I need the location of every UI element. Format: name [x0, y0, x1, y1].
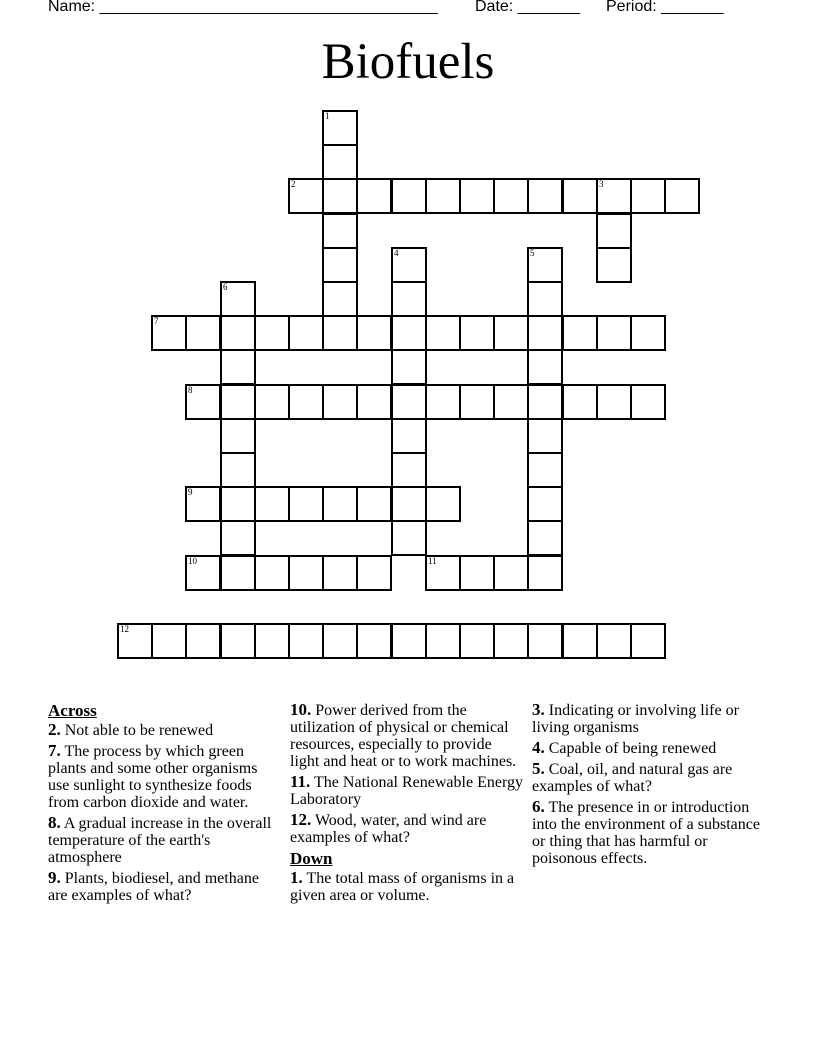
crossword-cell[interactable] [527, 555, 563, 591]
crossword-cell[interactable] [322, 213, 358, 249]
clue-across-11 [290, 773, 524, 808]
crossword-cell[interactable] [596, 623, 632, 659]
crossword-cell[interactable] [459, 623, 495, 659]
crossword-cell[interactable] [185, 384, 221, 420]
crossword-cell[interactable] [527, 384, 563, 420]
crossword-cell[interactable] [288, 315, 324, 351]
crossword-cell[interactable] [391, 349, 427, 385]
crossword-cell[interactable] [425, 315, 461, 351]
clue-number: 2. [48, 720, 61, 739]
crossword-cell[interactable] [459, 555, 495, 591]
crossword-cell[interactable] [220, 520, 256, 556]
crossword-cell[interactable] [391, 178, 427, 214]
clues-column-2 [290, 701, 524, 907]
crossword-cell[interactable] [185, 623, 221, 659]
crossword-cell[interactable] [596, 178, 632, 214]
across-heading: Across [48, 701, 97, 720]
crossword-cell[interactable] [527, 349, 563, 385]
crossword-cell[interactable] [562, 315, 598, 351]
crossword-cell[interactable] [117, 623, 153, 659]
clue-down-1 [290, 869, 524, 904]
crossword-cell[interactable] [425, 486, 461, 522]
crossword-cell[interactable] [322, 315, 358, 351]
crossword-cell[interactable] [391, 247, 427, 283]
crossword-cell[interactable] [356, 555, 392, 591]
crossword-cell[interactable] [288, 623, 324, 659]
crossword-cell[interactable] [288, 486, 324, 522]
crossword-cell[interactable] [322, 486, 358, 522]
crossword-cell[interactable] [425, 384, 461, 420]
clue-text: The presence in or introduction into the environment of a substance or thing that has harmful or poisonous effects. [532, 799, 760, 867]
clue-down-4 [532, 739, 772, 757]
crossword-cell[interactable] [322, 555, 358, 591]
crossword-cell[interactable] [322, 110, 358, 146]
clue-number-label: 8 [188, 385, 193, 395]
crossword-cell[interactable] [220, 418, 256, 454]
crossword-cell[interactable] [220, 623, 256, 659]
clue-text: A gradual increase in the overall temperature of the earth's atmosphere [48, 815, 272, 866]
crossword-cell[interactable] [220, 384, 256, 420]
crossword-cell[interactable] [220, 315, 256, 351]
crossword-cell[interactable] [322, 178, 358, 214]
clue-number: 8. [48, 813, 61, 832]
clue-text: The process by which green plants and some other organisms use sunlight to synthesize foods from carbon dioxide and water. [48, 743, 258, 811]
crossword-cell[interactable] [391, 452, 427, 488]
crossword-cell[interactable] [459, 384, 495, 420]
crossword-cell[interactable] [493, 178, 529, 214]
clues-column-1 [48, 701, 280, 907]
clue-across-2 [48, 721, 280, 739]
crossword-cell[interactable] [322, 623, 358, 659]
crossword-cell[interactable] [493, 315, 529, 351]
crossword-cell[interactable] [596, 247, 632, 283]
crossword-cell[interactable] [596, 213, 632, 249]
page-title: Biofuels [321, 34, 495, 90]
crossword-cell[interactable] [664, 178, 700, 214]
crossword-cell[interactable] [562, 178, 598, 214]
crossword-cell[interactable] [220, 452, 256, 488]
clue-number-label: 3 [599, 179, 604, 189]
crossword-cell[interactable] [493, 623, 529, 659]
clue-text: The total mass of organisms in a given area or volume. [290, 870, 515, 904]
clue-number: 9. [48, 868, 61, 887]
clue-across-8 [48, 814, 280, 866]
crossword-cell[interactable] [151, 315, 187, 351]
crossword-cell[interactable] [356, 486, 392, 522]
crossword-cell[interactable] [391, 281, 427, 317]
clue-number: 6. [532, 797, 545, 816]
crossword-cell[interactable] [220, 486, 256, 522]
crossword-cell[interactable] [596, 315, 632, 351]
date-field-label: Date: _______ [475, 0, 580, 15]
clue-number: 7. [48, 741, 61, 760]
clue-number: 3. [532, 700, 545, 719]
crossword-cell[interactable] [322, 247, 358, 283]
crossword-cell[interactable] [220, 349, 256, 385]
clue-across-12 [290, 811, 524, 846]
clue-text: Plants, biodiesel, and methane are examples of what? [48, 870, 259, 904]
crossword-cell[interactable] [391, 486, 427, 522]
crossword-cell[interactable] [391, 418, 427, 454]
crossword-cell[interactable] [254, 486, 290, 522]
clue-text: Coal, oil, and natural gas are examples of what? [532, 761, 733, 795]
name-field-label: Name: ______________________________________ [48, 0, 438, 15]
clue-number-label: 9 [188, 487, 193, 497]
clue-text: Capable of being renewed [548, 740, 717, 757]
crossword-cell[interactable] [391, 520, 427, 556]
crossword-cell[interactable] [425, 623, 461, 659]
clue-number: 1. [290, 868, 303, 887]
clue-across-10 [290, 701, 524, 770]
crossword-cell[interactable] [288, 384, 324, 420]
clue-text: The National Renewable Energy Laboratory [290, 774, 523, 808]
down-heading: Down [290, 849, 333, 868]
crossword-cell[interactable] [527, 281, 563, 317]
clue-number: 11. [290, 772, 311, 791]
clue-number-label: 10 [188, 556, 197, 566]
crossword-cell[interactable] [527, 178, 563, 214]
clue-down-5 [532, 760, 772, 795]
crossword-cell[interactable] [630, 623, 666, 659]
crossword-cell[interactable] [322, 281, 358, 317]
crossword-cell[interactable] [288, 555, 324, 591]
clue-number-label: 1 [325, 111, 330, 121]
crossword-cell[interactable] [630, 384, 666, 420]
crossword-cell[interactable] [562, 384, 598, 420]
crossword-cell[interactable] [391, 623, 427, 659]
crossword-cell[interactable] [391, 384, 427, 420]
crossword-cell[interactable] [459, 178, 495, 214]
clue-number: 4. [532, 738, 545, 757]
crossword-cell[interactable] [425, 555, 461, 591]
crossword-cell[interactable] [254, 623, 290, 659]
clue-number-label: 7 [154, 316, 159, 326]
crossword-cell[interactable] [527, 452, 563, 488]
clue-across-7 [48, 742, 280, 811]
crossword-cell[interactable] [630, 178, 666, 214]
crossword-cell[interactable] [185, 486, 221, 522]
clues-column-3 [532, 701, 772, 870]
crossword-cell[interactable] [254, 384, 290, 420]
crossword-cell[interactable] [493, 555, 529, 591]
clue-number-label: 5 [530, 248, 535, 258]
crossword-cell[interactable] [185, 315, 221, 351]
crossword-cell[interactable] [493, 384, 529, 420]
crossword-cell[interactable] [185, 555, 221, 591]
clue-number-label: 11 [428, 556, 437, 566]
crossword-cell[interactable] [220, 281, 256, 317]
crossword-cell[interactable] [391, 315, 427, 351]
clue-number-label: 4 [394, 248, 399, 258]
clue-text: Not able to be renewed [64, 722, 214, 739]
clue-across-9 [48, 869, 280, 904]
clue-text: Wood, water, and wind are examples of what? [290, 812, 487, 846]
crossword-cell[interactable] [425, 178, 461, 214]
clue-number-label: 2 [291, 179, 296, 189]
crossword-cell[interactable] [630, 315, 666, 351]
period-field-label: Period: _______ [606, 0, 724, 15]
clue-number: 12. [290, 810, 312, 829]
clue-down-6 [532, 798, 772, 867]
clue-number: 5. [532, 759, 545, 778]
crossword-cell[interactable] [254, 555, 290, 591]
crossword-cell[interactable] [322, 144, 358, 180]
crossword-cell[interactable] [527, 418, 563, 454]
crossword-cell[interactable] [527, 315, 563, 351]
crossword-cell[interactable] [562, 623, 598, 659]
crossword-cell[interactable] [322, 384, 358, 420]
crossword-cell[interactable] [356, 384, 392, 420]
crossword-cell[interactable] [220, 555, 256, 591]
crossword-cell[interactable] [254, 315, 290, 351]
crossword-cell[interactable] [527, 520, 563, 556]
clue-down-3 [532, 701, 772, 736]
crossword-cell[interactable] [151, 623, 187, 659]
crossword-cell[interactable] [527, 623, 563, 659]
crossword-cell[interactable] [356, 178, 392, 214]
crossword-cell[interactable] [356, 315, 392, 351]
crossword-cell[interactable] [459, 315, 495, 351]
clue-text: Indicating or involving life or living organisms [532, 702, 739, 736]
clue-number-label: 6 [223, 282, 228, 292]
crossword-cell[interactable] [356, 623, 392, 659]
crossword-cell[interactable] [596, 384, 632, 420]
crossword-cell[interactable] [527, 247, 563, 283]
clue-number-label: 12 [120, 624, 129, 634]
crossword-cell[interactable] [527, 486, 563, 522]
clue-number: 10. [290, 700, 312, 719]
crossword-cell[interactable] [288, 178, 324, 214]
clue-text: Power derived from the utilization of physical or chemical resources, especially to provide light and heat or to work machines. [290, 702, 517, 770]
